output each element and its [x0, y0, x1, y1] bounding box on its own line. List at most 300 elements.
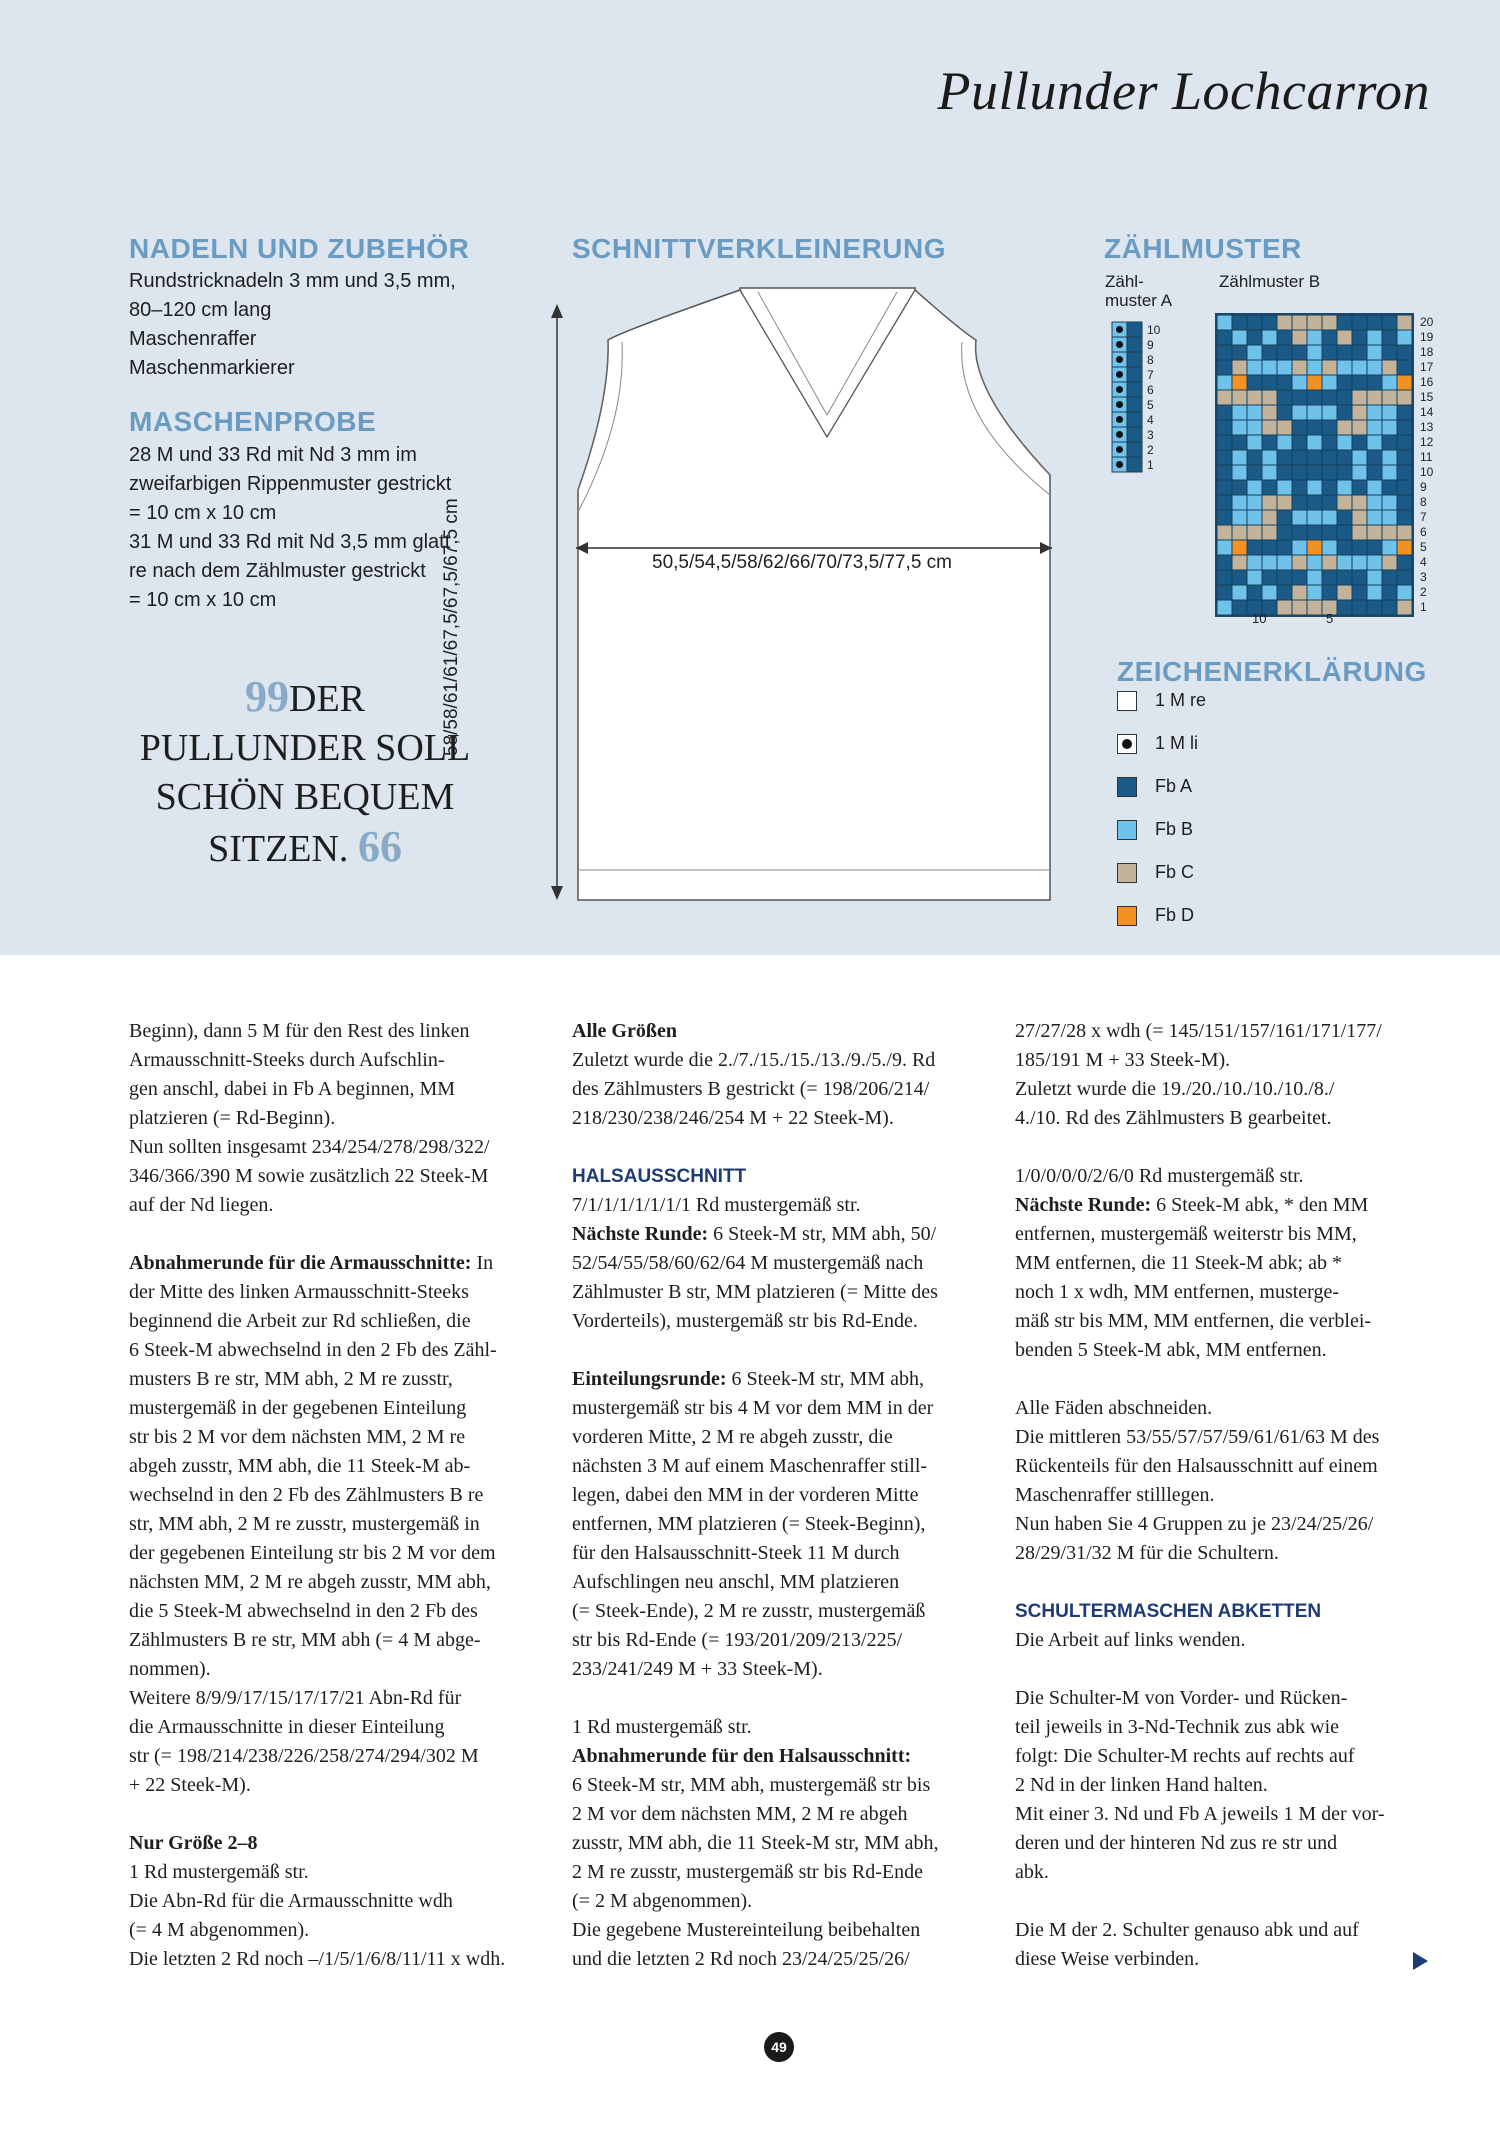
- chart-b-row-number: 5: [1420, 540, 1427, 554]
- text-line: mustergemäß str bis 4 M vor dem MM in der: [572, 1397, 934, 1419]
- text-line: [129, 1829, 549, 1858]
- text-line: Die letzten 2 Rd noch –/1/5/1/6/8/11/11 x wdh.: [129, 1948, 506, 1970]
- chart-b-cell: [1307, 540, 1322, 555]
- chart-b-cell: [1247, 435, 1262, 450]
- chart-b-cell: [1277, 570, 1292, 585]
- chart-b-cell: [1367, 345, 1382, 360]
- text-line: [129, 1220, 549, 1249]
- chart-b-cell: [1382, 315, 1397, 330]
- chart-b-cell: [1217, 450, 1232, 465]
- text-line: Aufschlingen neu anschl, MM platzieren: [572, 1571, 900, 1593]
- text-line: 346/366/390 M sowie zusätzlich 22 Steek-M: [129, 1165, 489, 1187]
- chart-b-cell: [1337, 315, 1352, 330]
- text-line: die Armausschnitte in dieser Einteilung: [129, 1716, 445, 1738]
- text-line: beginnend die Arbeit zur Rd schließen, die: [129, 1310, 471, 1332]
- chart-b-cell: [1277, 450, 1292, 465]
- chart-b-cell: [1232, 450, 1247, 465]
- text-line: zusstr, MM abh, die 11 Steek-M str, MM abh,: [572, 1832, 939, 1854]
- chart-b-cell: [1382, 585, 1397, 600]
- chart-b-cell: [1217, 465, 1232, 480]
- chart-b-cell: [1367, 585, 1382, 600]
- chart-b-cell: [1307, 585, 1322, 600]
- chart-b-cell: [1262, 315, 1277, 330]
- height-measure-label: 58/58/61/61/67,5/67,5/67,5 cm: [441, 498, 462, 756]
- chart-b-cell: [1322, 435, 1337, 450]
- chart-b-cell: [1337, 360, 1352, 375]
- chart-a-label-line: muster A: [1105, 291, 1173, 310]
- text-line: Die M der 2. Schulter genauso abk und auf: [1015, 1919, 1359, 1941]
- chart-b-cell: [1232, 375, 1247, 390]
- chart-b-cell: [1292, 525, 1307, 540]
- chart-b-cell: [1397, 510, 1412, 525]
- chart-b-cell: [1397, 465, 1412, 480]
- chart-b-cell: [1247, 390, 1262, 405]
- chart-b-cell: [1247, 450, 1262, 465]
- chart-a-row-number: 9: [1147, 338, 1154, 352]
- chart-a-row-number: 8: [1147, 353, 1154, 367]
- legend-label: Fb D: [1155, 905, 1195, 925]
- chart-b-cell: [1322, 375, 1337, 390]
- chart-b-cell: [1292, 390, 1307, 405]
- chart-b-cell: [1367, 330, 1382, 345]
- chart-b-cell: [1352, 510, 1367, 525]
- gauge-line: = 10 cm x 10 cm: [129, 589, 277, 611]
- chart-b-cell: [1262, 555, 1277, 570]
- bold-label: Nächste Runde:: [572, 1223, 709, 1245]
- text-line: Armausschnitt-Steeks durch Aufschlin-: [129, 1049, 445, 1071]
- open-quote-mark: 99: [245, 672, 289, 721]
- chart-b-cell: [1397, 570, 1412, 585]
- text-line: 2 Nd in der linken Hand halten.: [1015, 1774, 1268, 1796]
- text-line: [1015, 1568, 1435, 1597]
- chart-b-cell: [1277, 510, 1292, 525]
- chart-b-cell: [1337, 480, 1352, 495]
- needles-line: Maschenmarkierer: [129, 357, 295, 379]
- chart-b-cell: [1232, 405, 1247, 420]
- chart-b-cell: [1262, 435, 1277, 450]
- chart-b-grid: [1215, 313, 1414, 617]
- chart-b-cell: [1247, 555, 1262, 570]
- chart-b-cell: [1367, 390, 1382, 405]
- chart-b-row-number: 2: [1420, 585, 1427, 599]
- text-line: [1015, 1887, 1435, 1916]
- chart-b-cell: [1232, 420, 1247, 435]
- chart-a-row-number: 1: [1147, 458, 1154, 472]
- chart-b-cell: [1337, 330, 1352, 345]
- text-line: Nun sollten insgesamt 234/254/278/298/322/: [129, 1136, 490, 1158]
- chart-b-cell: [1337, 435, 1352, 450]
- chart-b-cell: [1382, 570, 1397, 585]
- chart-b-cell: [1307, 360, 1322, 375]
- chart-b-cell: [1277, 525, 1292, 540]
- text-line: 1/0/0/0/0/2/6/0 Rd mustergemäß str.: [1015, 1165, 1304, 1187]
- chart-a-row-number: 5: [1147, 398, 1154, 412]
- chart-graphic: [1102, 315, 1434, 635]
- text-line: für den Halsausschnitt-Steek 11 M durch: [572, 1542, 900, 1564]
- chart-b-cell: [1397, 480, 1412, 495]
- chart-b-cell: [1262, 375, 1277, 390]
- chart-b-cell: [1277, 585, 1292, 600]
- needles-line: Rundstricknadeln 3 mm und 3,5 mm,: [129, 270, 456, 292]
- chart-b-cell: [1322, 330, 1337, 345]
- quote-line: DER: [289, 678, 365, 720]
- text-line: [1015, 1655, 1435, 1684]
- chart-b-cell: [1262, 525, 1277, 540]
- chart-b-col-5: 5: [1326, 611, 1334, 626]
- text-line: diese Weise verbinden.: [1015, 1948, 1200, 1970]
- chart-b-cell: [1232, 510, 1247, 525]
- text-line: Weitere 8/9/9/17/15/17/17/21 Abn-Rd für: [129, 1687, 462, 1709]
- chart-b-cell: [1292, 405, 1307, 420]
- text-line: [129, 1800, 549, 1829]
- chart-a-label-line: Zähl-: [1105, 272, 1144, 291]
- chart-b-cell: [1277, 315, 1292, 330]
- chart-b-cell: [1322, 570, 1337, 585]
- chart-b-cell: [1352, 495, 1367, 510]
- chart-b-cell: [1262, 420, 1277, 435]
- text-line: [572, 1133, 992, 1162]
- bold-label: Abnahmerunde für den Halsausschnitt:: [572, 1745, 912, 1767]
- chart-b-cell: [1352, 555, 1367, 570]
- chart-b-cell: [1337, 450, 1352, 465]
- chart-b-cell: [1367, 450, 1382, 465]
- text-line: teil jeweils in 3-Nd-Technik zus abk wie: [1015, 1716, 1340, 1738]
- chart-b-cell: [1337, 525, 1352, 540]
- chart-b-cell: [1322, 450, 1337, 465]
- chart-b-cell: [1217, 570, 1232, 585]
- purl-dot: [1116, 326, 1123, 333]
- chart-b-cell: [1217, 600, 1232, 615]
- gauge-line: re nach dem Zählmuster gestrickt: [129, 560, 426, 582]
- chart-b-cell: [1277, 540, 1292, 555]
- chart-b-cell: [1307, 435, 1322, 450]
- text-line: der Mitte des linken Armausschnitt-Steeks: [129, 1281, 469, 1303]
- text-line: 27/27/28 x wdh (= 145/151/157/161/171/177/: [1015, 1020, 1382, 1042]
- text-line: musters B re str, MM abh, 2 M re zusstr,: [129, 1368, 453, 1390]
- text-line: Zählmusters B re str, MM abh (= 4 M abge-: [129, 1629, 481, 1651]
- chart-b-cell: [1217, 555, 1232, 570]
- chart-b-row-number: 17: [1420, 360, 1434, 374]
- text-line: deren und der hinteren Nd zus re str und: [1015, 1832, 1338, 1854]
- chart-b-cell: [1277, 600, 1292, 615]
- chart-b-cell: [1337, 405, 1352, 420]
- width-measure-label: 50,5/54,5/58/62/66/70/73,5/77,5 cm: [652, 552, 953, 573]
- text-line: und die letzten 2 Rd noch 23/24/25/25/26/: [572, 1948, 910, 1970]
- text-line: platzieren (= Rd-Beginn).: [129, 1107, 336, 1129]
- text-line: Die gegebene Mustereinteilung beibehalten: [572, 1919, 921, 1941]
- chart-b-row-number: 18: [1420, 345, 1434, 359]
- chart-b-cell: [1307, 315, 1322, 330]
- chart-b-cell: [1352, 330, 1367, 345]
- chart-b-cell: [1232, 495, 1247, 510]
- chart-b-cell: [1247, 585, 1262, 600]
- text-column-2: [572, 1017, 992, 1974]
- text-line: 218/230/238/246/254 M + 22 Steek-M).: [572, 1107, 894, 1129]
- gauge-text: [129, 441, 451, 615]
- chart-b-cell: [1382, 525, 1397, 540]
- chart-b-cell: [1277, 555, 1292, 570]
- chart-b-cell: [1247, 375, 1262, 390]
- chart-b-cell: [1337, 345, 1352, 360]
- chart-b-cell: [1397, 315, 1412, 330]
- purl-dot: [1116, 446, 1123, 453]
- text-line: der gegebenen Einteilung str bis 2 M vor dem: [129, 1542, 496, 1564]
- chart-b-row-number: 4: [1420, 555, 1427, 569]
- purl-dot: [1116, 416, 1123, 423]
- text-line: (= 4 M abgenommen).: [129, 1919, 310, 1941]
- text-line: str, MM abh, 2 M re zusstr, mustergemäß in: [129, 1513, 480, 1535]
- chart-b-cell: [1292, 360, 1307, 375]
- text-column-1: [129, 1017, 549, 1974]
- chart-b-cell: [1352, 420, 1367, 435]
- chart-b-cell: [1337, 570, 1352, 585]
- bold-label: Alle Größen: [572, 1020, 677, 1042]
- chart-a-row-number: 6: [1147, 383, 1154, 397]
- text-line: 6 Steek-M str, MM abh, mustergemäß str bis: [572, 1774, 931, 1796]
- chart-b-cell: [1262, 480, 1277, 495]
- chart-b-cell: [1367, 510, 1382, 525]
- chart-b-cell: [1262, 450, 1277, 465]
- text-line: 1 Rd mustergemäß str.: [572, 1716, 752, 1738]
- chart-a-grid: [1112, 322, 1142, 472]
- text-line: Mit einer 3. Nd und Fb A jeweils 1 M der vor-: [1015, 1803, 1385, 1825]
- chart-b-cell: [1352, 315, 1367, 330]
- chart-b-cell: [1307, 510, 1322, 525]
- chart-b-row-number: 14: [1420, 405, 1434, 419]
- legend-swatch: [1117, 691, 1137, 711]
- text-line: Vorderteils), mustergemäß str bis Rd-Ende.: [572, 1310, 918, 1332]
- chart-a-cell: [1127, 457, 1142, 472]
- subsection-heading: HALSAUSSCHNITT: [572, 1166, 747, 1187]
- chart-b-cell: [1382, 540, 1397, 555]
- chart-b-cell: [1292, 330, 1307, 345]
- chart-b-cell: [1292, 465, 1307, 480]
- text-line: (= Steek-Ende), 2 M re zusstr, mustergemäß: [572, 1600, 926, 1622]
- text-line: 185/191 M + 33 Steek-M).: [1015, 1049, 1231, 1071]
- text-line: mäß str bis MM, MM entfernen, die verblei-: [1015, 1310, 1372, 1332]
- chart-b-cell: [1292, 510, 1307, 525]
- chart-a-row-numbers: [1147, 323, 1161, 472]
- chart-b-cell: [1307, 495, 1322, 510]
- chart-b-cell: [1382, 555, 1397, 570]
- chart-b-cell: [1382, 465, 1397, 480]
- chart-a-cell: [1127, 397, 1142, 412]
- chart-b-cell: [1307, 465, 1322, 480]
- chart-b-cell: [1262, 465, 1277, 480]
- gauge-line: 28 M und 33 Rd mit Nd 3 mm im: [129, 444, 417, 466]
- text-line: Maschenraffer stilllegen.: [1015, 1484, 1215, 1506]
- chart-b-cell: [1397, 390, 1412, 405]
- chart-b-cell: [1382, 360, 1397, 375]
- chart-b-cell: [1352, 405, 1367, 420]
- chart-b-cell: [1232, 555, 1247, 570]
- text-line: [1015, 1133, 1435, 1162]
- chart-b-cell: [1337, 465, 1352, 480]
- chart-b-cell: [1397, 420, 1412, 435]
- text-line: wechselnd in den 2 Fb des Zählmusters B re: [129, 1484, 484, 1506]
- chart-b-cell: [1217, 435, 1232, 450]
- chart-b-cell: [1232, 480, 1247, 495]
- chart-b-cell: [1307, 555, 1322, 570]
- quote-line: SITZEN.: [208, 828, 349, 870]
- chart-b-cell: [1232, 585, 1247, 600]
- chart-b-cell: [1292, 495, 1307, 510]
- text-line: vorderen Mitte, 2 M re abgeh zusstr, die: [572, 1426, 893, 1448]
- chart-b-row-number: 20: [1420, 315, 1434, 329]
- chart-b-cell: [1277, 360, 1292, 375]
- chart-b-cell: [1352, 375, 1367, 390]
- chart-b-cell: [1382, 450, 1397, 465]
- chart-b-cell: [1262, 405, 1277, 420]
- chart-b-cell: [1247, 540, 1262, 555]
- purl-dot: [1116, 341, 1123, 348]
- text-line: 2 M re zusstr, mustergemäß str bis Rd-Ende: [572, 1861, 923, 1883]
- chart-b-cell: [1232, 390, 1247, 405]
- chart-b-cell: [1262, 570, 1277, 585]
- chart-b-cell: [1367, 465, 1382, 480]
- chart-b-cell: [1397, 495, 1412, 510]
- chart-b-cell: [1352, 600, 1367, 615]
- chart-b-cell: [1397, 345, 1412, 360]
- text-line: Nächste Runde: 6 Steek-M abk, * den MM: [1015, 1194, 1369, 1216]
- chart-b-cell: [1382, 480, 1397, 495]
- chart-b-cell: [1322, 315, 1337, 330]
- text-line: MM entfernen, die 11 Steek-M abk; ab *: [1015, 1252, 1342, 1274]
- chart-b-row-number: 7: [1420, 510, 1427, 524]
- chart-b-cell: [1262, 360, 1277, 375]
- text-line: [572, 1017, 992, 1046]
- text-line: gen anschl, dabei in Fb A beginnen, MM: [129, 1078, 456, 1100]
- text-line: Die Arbeit auf links wenden.: [1015, 1629, 1246, 1651]
- chart-b-cell: [1217, 540, 1232, 555]
- chart-b-cell: [1277, 375, 1292, 390]
- chart-b-cell: [1277, 495, 1292, 510]
- purl-dot: [1116, 431, 1123, 438]
- text-line: 28/29/31/32 M für die Schultern.: [1015, 1542, 1279, 1564]
- chart-b-cell: [1307, 450, 1322, 465]
- text-line: mustergemäß in der gegebenen Einteilung: [129, 1397, 467, 1419]
- text-line: 6 Steek-M abwechselnd in den 2 Fb des Zähl-: [129, 1339, 497, 1361]
- chart-b-cell: [1292, 585, 1307, 600]
- text-line: Die Schulter-M von Vorder- und Rücken-: [1015, 1687, 1348, 1709]
- chart-b-cell: [1307, 525, 1322, 540]
- chart-b-cell: [1232, 570, 1247, 585]
- text-line: 2 M vor dem nächsten MM, 2 M re abgeh: [572, 1803, 908, 1825]
- page-title: Pullunder Lochcarron: [937, 61, 1430, 121]
- chart-b-cell: [1217, 330, 1232, 345]
- chart-b-cell: [1397, 540, 1412, 555]
- chart-b-cell: [1217, 495, 1232, 510]
- bold-label: Abnahmerunde für die Armausschnitte:: [129, 1252, 472, 1274]
- text-line: benden 5 Steek-M abk, MM entfernen.: [1015, 1339, 1327, 1361]
- chart-b-cell: [1382, 495, 1397, 510]
- needles-line: 80–120 cm lang: [129, 299, 272, 321]
- text-line: [572, 1742, 992, 1771]
- chart-b-cell: [1292, 435, 1307, 450]
- chart-b-cell: [1292, 570, 1307, 585]
- text-line: Nun haben Sie 4 Gruppen zu je 23/24/25/26/: [1015, 1513, 1374, 1535]
- chart-b-cell: [1292, 315, 1307, 330]
- chart-b-cell: [1217, 405, 1232, 420]
- text-line: abgeh zusstr, MM abh, die 11 Steek-M ab-: [129, 1455, 471, 1477]
- chart-b-cell: [1337, 585, 1352, 600]
- chart-b-cell: [1382, 435, 1397, 450]
- chart-b-cell: [1217, 390, 1232, 405]
- chart-b-cell: [1292, 375, 1307, 390]
- text-line: abk.: [1015, 1861, 1049, 1883]
- chart-b-cell: [1397, 330, 1412, 345]
- chart-b-cell: [1397, 435, 1412, 450]
- chart-b-row-number: 8: [1420, 495, 1427, 509]
- chart-b-cell: [1367, 570, 1382, 585]
- text-line: des Zählmusters B gestrickt (= 198/206/214/: [572, 1078, 930, 1100]
- chart-b-cell: [1337, 420, 1352, 435]
- chart-b-cell: [1217, 525, 1232, 540]
- chart-b-cell: [1382, 510, 1397, 525]
- chart-b-cell: [1337, 540, 1352, 555]
- text-line: Zuletzt wurde die 2./7./15./15./13./9./5./9. Rd: [572, 1049, 936, 1071]
- legend-label: Fb A: [1155, 776, 1193, 796]
- purl-dot: [1116, 356, 1123, 363]
- text-line: Beginn), dann 5 M für den Rest des linken: [129, 1020, 470, 1042]
- chart-b-row-number: 6: [1420, 525, 1427, 539]
- chart-a-cell: [1127, 442, 1142, 457]
- chart-b-cell: [1367, 555, 1382, 570]
- text-line: 233/241/249 M + 33 Steek-M).: [572, 1658, 823, 1680]
- chart-b-cell: [1277, 435, 1292, 450]
- chart-b-cell: [1262, 390, 1277, 405]
- text-line: Die Abn-Rd für die Armausschnitte wdh: [129, 1890, 453, 1912]
- chart-b-cell: [1262, 330, 1277, 345]
- text-line: Einteilungsrunde: 6 Steek-M str, MM abh,: [572, 1368, 925, 1390]
- purl-dot: [1116, 371, 1123, 378]
- chart-b-cell: [1262, 540, 1277, 555]
- chart-b-cell: [1277, 330, 1292, 345]
- chart-b-cell: [1217, 345, 1232, 360]
- chart-b-cell: [1337, 390, 1352, 405]
- chart-b-cell: [1262, 510, 1277, 525]
- chart-b-cell: [1217, 375, 1232, 390]
- chart-a-row-number: 4: [1147, 413, 1154, 427]
- text-line: nommen).: [129, 1658, 211, 1680]
- chart-b-cell: [1397, 360, 1412, 375]
- chart-a-row-number: 3: [1147, 428, 1154, 442]
- chart-b-cell: [1247, 525, 1262, 540]
- chart-b-cell: [1292, 420, 1307, 435]
- purl-dot: [1116, 461, 1123, 468]
- quote-line: SCHÖN BEQUEM: [155, 776, 455, 818]
- chart-b-cell: [1397, 585, 1412, 600]
- chart-b-cell: [1307, 600, 1322, 615]
- bold-label: Nächste Runde:: [1015, 1194, 1152, 1216]
- chart-a-row-number: 10: [1147, 323, 1161, 337]
- gauge-line: 31 M und 33 Rd mit Nd 3,5 mm glatt: [129, 531, 451, 553]
- legend-swatch: [1117, 820, 1137, 840]
- chart-b-cell: [1382, 420, 1397, 435]
- chart-b-cell: [1247, 570, 1262, 585]
- chart-b-cell: [1397, 450, 1412, 465]
- chart-b-cell: [1307, 390, 1322, 405]
- chart-b-cell: [1292, 555, 1307, 570]
- purl-dot: [1116, 401, 1123, 408]
- text-line: [572, 1162, 992, 1191]
- chart-a-row-number: 7: [1147, 368, 1154, 382]
- text-line: (= 2 M abgenommen).: [572, 1890, 753, 1912]
- chart-b-cell: [1337, 495, 1352, 510]
- chart-b-cell: [1352, 480, 1367, 495]
- chart-b-cell: [1322, 480, 1337, 495]
- vest-schematic: [530, 280, 1080, 910]
